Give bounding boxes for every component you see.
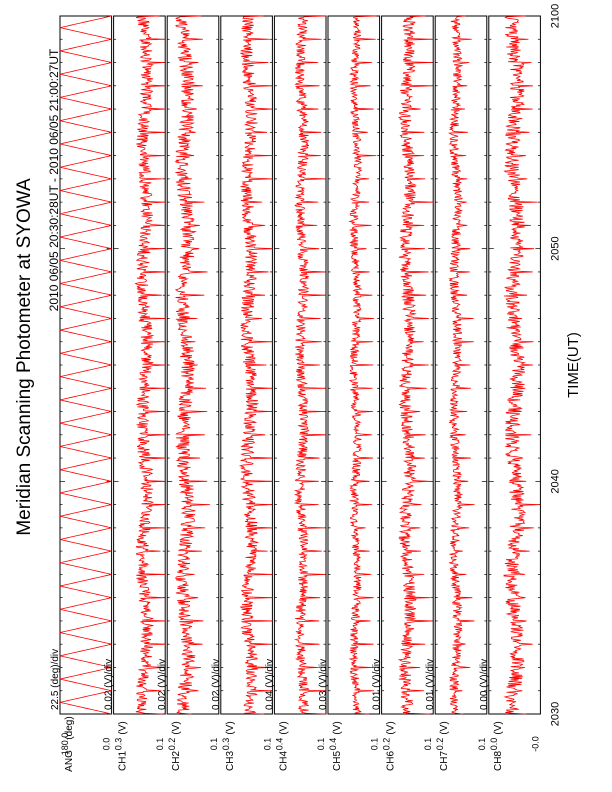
trace-ch4: [295, 16, 326, 714]
x-tick-label: 2030: [549, 701, 562, 727]
trace-ch8: [504, 16, 540, 714]
channel-name: CH3: [224, 750, 236, 772]
panel-frame: [435, 16, 487, 714]
channel-name: CH4: [278, 750, 290, 772]
channel-unit: (V): [171, 721, 183, 735]
panel-ch6: [369, 16, 437, 772]
y-tick-label-max: 0.4: [328, 737, 338, 751]
x-axis-label: TIME(UT): [565, 332, 582, 398]
scale-label: 22.5 (deg)/div: [50, 648, 61, 710]
scale-label: 0.04 (V)/div: [264, 658, 276, 710]
channel-unit: (V): [117, 721, 129, 735]
y-tick-label-max: 0.4: [274, 737, 285, 751]
panel-ch2: [157, 16, 219, 771]
channel-unit: (V): [332, 721, 343, 735]
channel-name: CH5: [332, 750, 343, 772]
panel-ch5: [318, 16, 380, 771]
y-tick-label-min: 0.1: [262, 737, 273, 751]
chart-title: Meridian Scanning Photometer at SYOWA: [14, 178, 35, 536]
x-tick-label: 2100: [549, 3, 562, 29]
y-tick-label-min: 0.1: [369, 737, 380, 751]
channel-unit: (V): [492, 721, 504, 735]
y-tick-label-min: 0.1: [476, 737, 487, 751]
y-tick-label-min: 0.1: [316, 737, 326, 751]
y-tick-label-max: 0.2: [167, 737, 178, 751]
channel-unit: (V): [385, 721, 397, 735]
panel-ch7: [425, 16, 487, 771]
trace-ch5: [350, 16, 377, 714]
channel-name: CH7: [439, 750, 451, 772]
scale-label: 0.01 (V)/div: [425, 658, 437, 710]
panels-group: [50, 16, 540, 772]
y-tick-label-min: 0.1: [208, 737, 219, 751]
x-tick-labels: [549, 4, 561, 726]
channel-unit: (V): [224, 721, 236, 735]
scale-label: 0.02 (V)/div: [103, 658, 115, 710]
channel-name: CH8: [492, 750, 504, 772]
y-tick-label-max: 0.2: [435, 737, 446, 751]
trace-ch6: [399, 16, 433, 714]
scale-label: 0.02 (V)/div: [157, 658, 169, 710]
trace-ch3: [240, 16, 272, 714]
trace-ang: [60, 16, 112, 714]
y-tick-label-max: 0.2: [381, 737, 392, 751]
scale-label: 0.02 (V)/div: [210, 658, 222, 710]
panel-ch8: [476, 16, 541, 772]
channel-name: CH1: [117, 750, 129, 772]
y-tick-label-max: 0.0: [488, 737, 499, 751]
x-tick-label: 2050: [549, 236, 562, 261]
y-tick-label-min: 0.0: [101, 737, 112, 751]
scale-label: 0.01 (V)/div: [371, 658, 383, 710]
scale-label: 0.00 (V)/div: [478, 658, 490, 710]
x-tick-label: 2040: [549, 469, 562, 494]
scale-label: 0.03 (V)/div: [318, 658, 329, 710]
y-tick-label-max: 0.3: [220, 737, 231, 751]
panel-ch4: [264, 16, 326, 771]
channel-name: CH2: [171, 750, 183, 772]
trace-ch1: [136, 16, 169, 714]
channel-unit: (deg): [64, 716, 75, 740]
y-tick-label-min: 0.1: [423, 737, 434, 751]
y-tick-label-max: 0.3: [113, 737, 124, 751]
panel-ch1: [101, 16, 169, 772]
panel-frame: [60, 16, 112, 714]
y-tick-label-min: -0.0: [530, 736, 541, 752]
y-tick-label-max: 180.0: [60, 732, 70, 756]
trace-ch2: [175, 16, 210, 714]
channel-name: ANG: [64, 750, 75, 772]
y-tick-label-min: 0.1: [155, 737, 166, 751]
channel-unit: (V): [439, 721, 451, 735]
channel-unit: (V): [278, 721, 290, 735]
channel-name: CH6: [385, 750, 397, 772]
trace-ch7: [449, 16, 474, 714]
panel-ch3: [208, 16, 276, 772]
time-range: 2010 06/05 20:30:28UT - 2010 06/05 21:00:27UT: [47, 48, 61, 312]
